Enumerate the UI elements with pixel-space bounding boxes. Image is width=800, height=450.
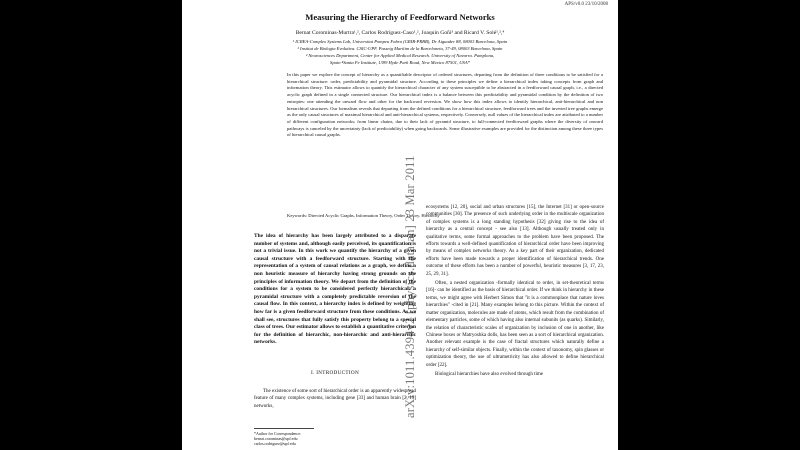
right-paragraph: Often, a nested organization -formally identical to order, in set-theoretical terms [16]- can be identified as the basis of hierarchical order. If we think in hierarchy in these terms, we might agree with Herbert Simon that "it is a commonplace that nature loves hierarchies" -cited in [21]. Many examples belong to this picture. Within the context of matter organization, molecules are made of atoms, which result from the combination of elementary particles, some of which having also internal subunits (as quarks). Similarly, the relation of characteristic scales of organization by inclusion of one in another, like Chinese boxes or Matryoshka dolls, has been seen as a sort of hierarchical organization. Another relevant example is the case of fractal structures which naturally define a hierarchy of self-similar objects. Finally, within the context of taxonomy, spin glasses or optimization theory, the use of ultrametricity has also allowed to define hierarchical order [22]. (426, 281, 604, 368)
header-version: APS/v0.0 23/10/2008 (564, 2, 608, 7)
footnote (254, 431, 416, 447)
introduction-paragraph (254, 388, 416, 410)
right-paragraph: ecosystems [12, 20], social and urban structures [15], the Internet [31] or open-source communities [30]. The presence of such underlying order in the multiscale organization of complex systems is a long standing hypothesis [32] giving rise to the idea of hierarchy as a central concept - see also [13]. Although usually treated only in qualitative terms, some formal approaches to the problem have been proposed. The efforts towards a well-defined quantification of hierarchical order have been improving by means of complex networks theory. As a key part of their organization, dedicated efforts have been made towards a proper identification of hierarchical trends. One outcome of these efforts has been a number of powerful, heuristic measures [3, 17, 23, 25, 29, 31]. (426, 205, 604, 277)
footnote-email[interactable]: carlos.rodriguez@upf.edu (254, 441, 296, 447)
affiliation-line: Spain ⁴Santa Fe Institute, 1399 Hyde Park Road, New Mexico 87501, USA* (330, 60, 470, 65)
paper-page (182, 0, 618, 450)
affiliation-line: ² Institut de Biologia Evolutiva. CSIC-UPF. Passeig Marítim de la Barceloneta, 37-49, 08003 Barcelona, Spain (297, 46, 503, 51)
footnote-email[interactable]: bernat.corominas@upf.edu (254, 436, 298, 442)
section-heading-introduction: I. INTRODUCTION (310, 370, 359, 376)
right-paragraph: Biological hierarchies have also evolved through time (435, 371, 544, 377)
footnote-label: *Author for Correspondence: (254, 431, 302, 436)
abstract: In this paper we explore the concept of hierarchy as a quantifiable descriptor of ordered structures, departing from the definition of three conditions to be satisfied for a hierarchical structure: order, predictability and pyramidal structure. According to these principles we define a hierarchical index taking concepts from graph and information theory. This estimator allows to quantify the hierarchical character of any system susceptible to be abstracted in a feedforward causal graph, i.e., a directed acyclic graph defined in a single connected structure. Our hierarchical index is a balance between this predictability and pyramidal condition by the definition of two entropies: one attending the onward flow and other for the backward reversion. We show how this index allows to identify hierarchical, anti-hierarchical and non hierarchical structures. Our formalism reveals that departing from the defined conditions for a hierarchical structure, feedforward trees and the inverted tree graphs emerge as the only causal structures of maximal hierarchical and anti-hierarchical systems, respectively. Conversely, null values of the hierarchical index are attributed to a number of different configuration networks; from linear chains, due to their lack of pyramid structure, to full-connected feedforward graphs where the diversity of onward pathways is canceled by the uncertainty (lack of predictability) when going backwards. Some illustrative examples are provided for the distinction among these three types of hierarchical causal graphs. (287, 72, 603, 138)
bold-summary: The idea of hierarchy has been largely attributed to a disparate number of systems and, although easily perceived, its quantification is not a trivial issue. In this work we quantify the hierarchy of a given causal structure with a feedforward structure. Starting with the representation of a system of causal relations as a graph, we define a non heuristic measure of hierarchy having strong grounds on the principles of information theory. We depart from the definition of the conditions for a system to be considered perfectly hierarchical: a pyramidal structure with a completely predictable reversion of the causal flow. In this context, a hierarchy index is defined by weighting how far is a given feedforward structure from these conditions. As we shall see, structures that fully satisfy this property belong to a special class of trees. Our estimator allows to establish a quantitative criterion for the definition of hierarchic, non-hierarchic and anti-hierarchic networks. (254, 233, 416, 346)
affiliation-line: ¹ ICREA-Complex Systems Lab, Universitat Pompeu Fabra (GRIB-PRBB), Dr Aiguader 88, 08003 Barcelona, Spain (292, 39, 508, 44)
right-column (426, 204, 604, 378)
arxiv-identifier-stamp[interactable]: arXiv:1011.4394v2 [physics.data-an] 23 Mar 2011 (403, 155, 417, 418)
paper-title: Measuring the Hierarchy of Feedforward Networks (305, 12, 495, 22)
intro-text: The existence of some sort of hierarchical order is an apparently widespread feature of many complex systems, including gene [33] and human brain [2, 19] networks, (254, 389, 416, 409)
keywords: Keywords: Directed Acyclic Graphs, Information Theory, Order Theory, Hierarchy (287, 213, 440, 218)
footnote-rule (254, 428, 314, 429)
affiliations (210, 38, 590, 66)
affiliation-line: ³ Neurosciences Department, Center for Applied Medical Research. University of Navarra. Pamplona, (305, 53, 495, 58)
author-list: Bernat Corominas-Murtra¹,², Carlos Rodríguez-Caso¹,², Joaquín Goñi³ and Ricard V. Solé¹,²,⁴ (295, 30, 505, 36)
